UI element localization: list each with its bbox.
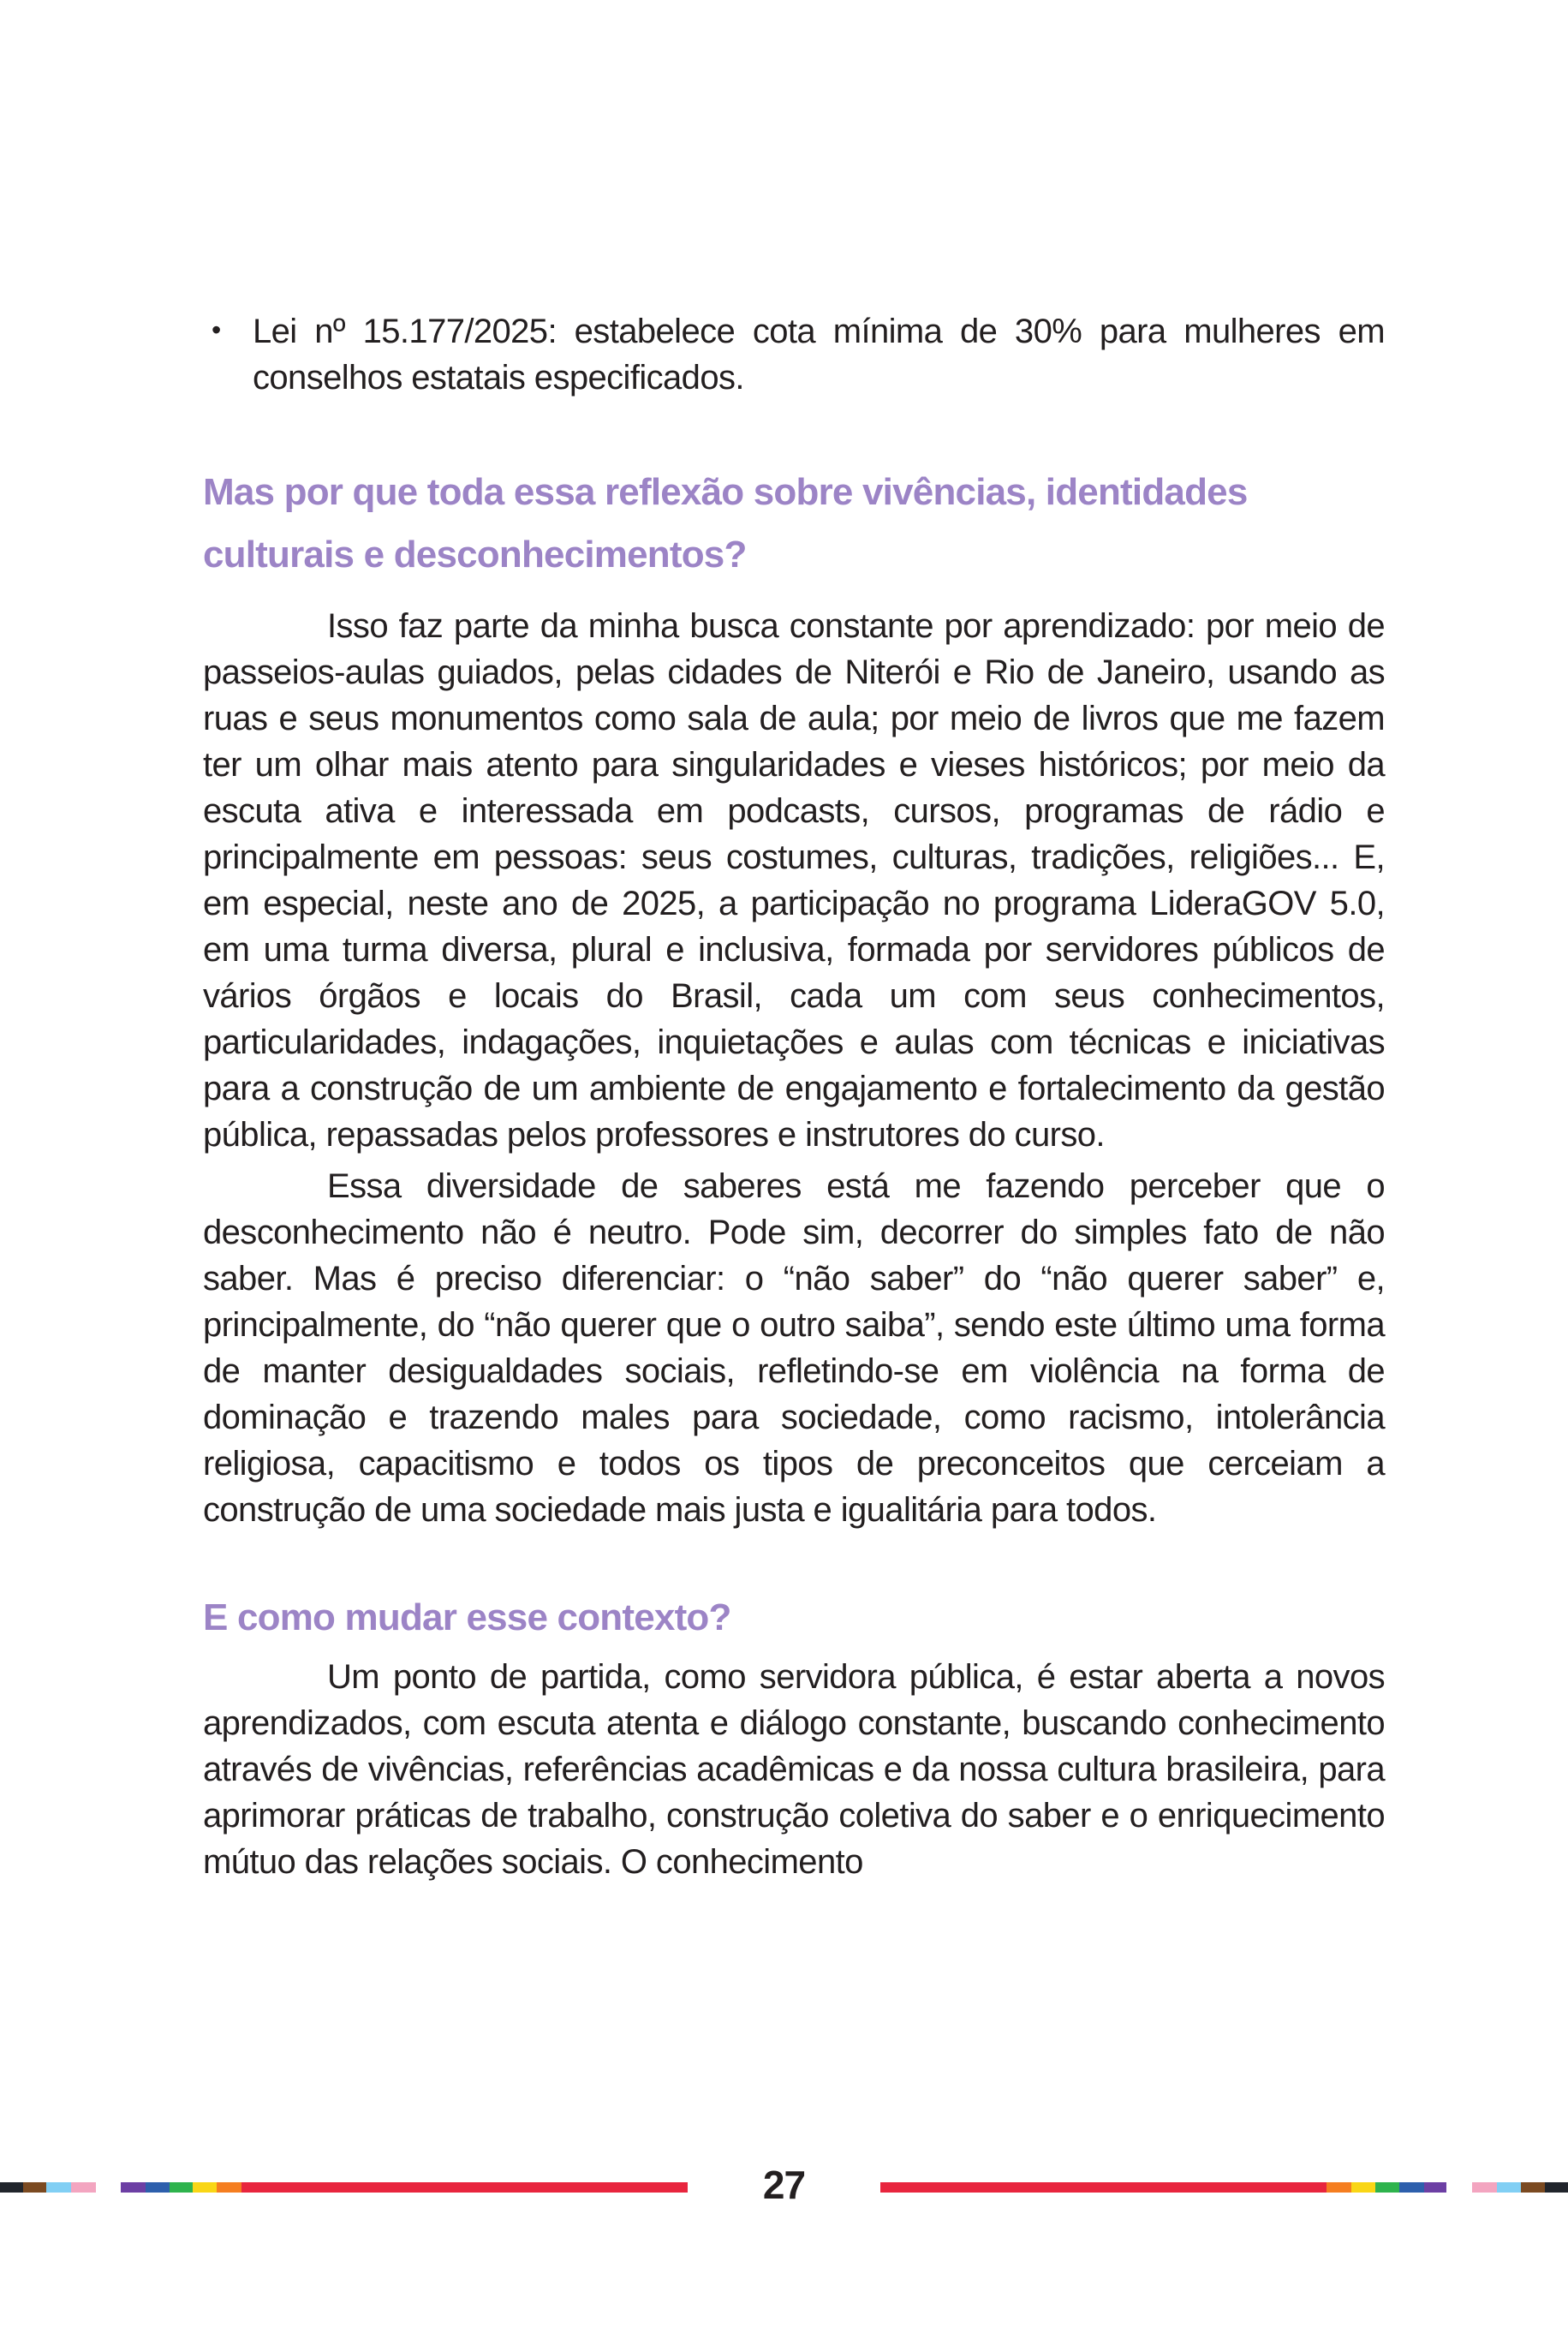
page-content — [203, 308, 1385, 1885]
bullet-list-item — [203, 308, 1385, 401]
paragraph-ponto-de-partida: Um ponto de partida, como servidora pública, é estar aberta a novos aprendizados, com escuta atenta e diálogo constante, buscando conhecimento através de vivências, referências acadêmicas e da nossa cultura brasileira, para aprimorar práticas de trabalho, construção coletiva do saber e o enriquecimento mútuo das relações sociais. O conhecimento — [203, 1658, 1385, 1881]
bullet-icon: • — [212, 314, 222, 345]
paragraph-diversidade: Essa diversidade de saberes está me fazendo perceber que o desconhecimento não é neutro. Pode sim, decorrer do simples fato de não saber. Mas é preciso diferenciar: o “não saber” do “não querer saber” e, principalmente, do “não querer que o outro saiba”, sendo este último uma forma de manter desigualdades sociais, refletindo-se em violência na forma de dominação e trazendo males para sociedade, como racismo, intolerância religiosa, capacitismo e todos os tipos de preconceitos que cerceiam a construção de uma sociedade mais justa e igualitária para todos. — [203, 1167, 1385, 1529]
paragraph-aprendizado: Isso faz parte da minha busca constante por aprendizado: por meio de passeios-aulas guiados, pelas cidades de Niterói e Rio de Janeiro, usando as ruas e seus monumentos como sala de aula; por meio de livros que me fazem ter um olhar mais atento para singularidades e vieses históricos; por meio da escuta ativa e interessada em podcasts, cursos, programas de rádio e principalmente em pessoas: seus costumes, culturas, tradições, religiões... E, em especial, neste ano de 2025, a participação no programa LideraGOV 5.0, em uma turma diversa, plural e inclusiva, formada por servidores públicos de vários órgãos e locais do Brasil, cada um com seus conhecimentos, particularidades, indagações, inquietações e aulas com técnicas e iniciativas para a construção de um ambiente de engajamento e fortalecimento da gestão pública, repassadas pelos professores e instrutores do curso. — [203, 607, 1385, 1154]
page-number: 27 — [762, 2163, 806, 2207]
bullet-text: Lei nº 15.177/2025: estabelece cota mínima de 30% para mulheres em conselhos estatais especificados. — [253, 313, 1385, 397]
section-heading-reflexao: Mas por que toda essa reflexão sobre vivências, identidades culturais e desconhecimentos? — [203, 471, 1248, 576]
section-heading-contexto: E como mudar esse contexto? — [203, 1596, 731, 1638]
